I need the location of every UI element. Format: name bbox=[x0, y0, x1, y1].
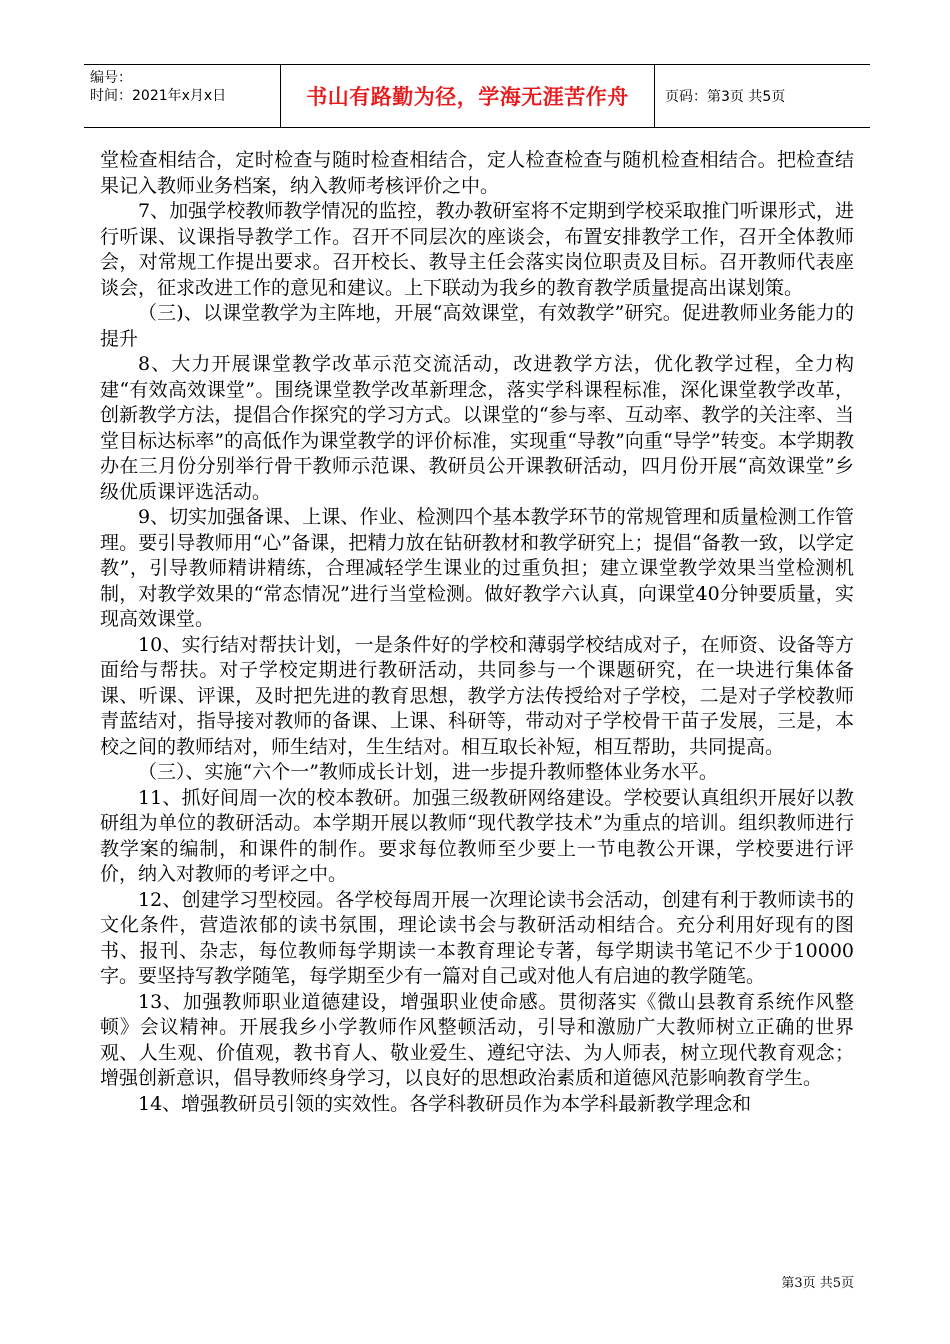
page-header bbox=[84, 64, 870, 128]
header-page-info: 页码：第3页 共5页 bbox=[665, 89, 786, 105]
header-motto: 书山有路勤为径，学海无涯苦作舟 bbox=[281, 65, 655, 127]
section-heading: （三）、实施“六个一”教师成长计划，进一步提升教师整体业务水平。 bbox=[138, 761, 718, 783]
document-body bbox=[100, 148, 854, 1117]
paragraph: 10、实行结对帮扶计划，一是条件好的学校和薄弱学校结成对子，在师资、设备等方面给与帮扶。对子学校定期进行教研活动，共同参与一个课题研究，在一块进行集体备课、听课、评课，及时把先进的教育思想，教学方法传授给对子学校，二是对子学校教师青蓝结对，指导接对教师的备课、上课、科研等，带动对子学校骨干苗子发展，三是，本校之间的教师结对，师生结对，生生结对。相互取长补短，相互帮助，共同提高。 bbox=[100, 633, 854, 758]
paragraph: 14、增强教研员引领的实效性。各学科教研员作为本学科最新教学理念和 bbox=[138, 1092, 752, 1115]
section-heading: （三)、以课堂教学为主阵地，开展“高效课堂，有效教学”研究。促进教师业务能力的提升 bbox=[100, 302, 854, 350]
page-footer: 第3页 共5页 bbox=[781, 1276, 854, 1291]
paragraph: 8、大力开展课堂教学改革示范交流活动，改进教学方法，优化教学过程，全力构建“有效高效课堂”。围绕课堂教学改革新理念，落实学科课程标准，深化课堂教学改革，创新教学方法，提倡合作探究的学习方式。以课堂的“参与率、互动率、教学的关注率、当堂目标达标率”的高低作为课堂教学的评价标准，实现重“导教”向重“导学”转变。本学期教办在三月份分别举行骨干教师示范课、教研员公开课教研活动，四月份开展“高效课堂”乡级优质课评选活动。 bbox=[100, 353, 854, 503]
number-label: 编号： bbox=[90, 70, 132, 86]
paragraph: 7、加强学校教师教学情况的监控，教办教研室将不定期到学校采取推门听课形式，进行听课、议课指导教学工作。召开不同层次的座谈会，布置安排教学工作，召开全体教师会，对常规工作提出要求。召开校长、教导主任会落实岗位职责及目标。召开教师代表座谈会，征求改进工作的意见和建议。上下联动为我乡的教育教学质量提高出谋划策。 bbox=[100, 200, 854, 299]
time-label: 时间：2021年x月x日 bbox=[90, 88, 227, 104]
paragraph: 9、切实加强备课、上课、作业、检测四个基本教学环节的常规管理和质量检测工作管理。要引导教师用“心”备课，把精力放在钻研教材和教学研究上；提倡“备教一致，以学定教”，引导教师精讲精练，合理减轻学生课业的过重负担；建立课堂教学效果当堂检测机制，对教学效果的“常态情况”进行当堂检测。做好教学六认真，向课堂40分钟要质量，实现高效课堂。 bbox=[100, 506, 854, 630]
paragraph: 11、抓好间周一次的校本教研。加强三级教研网络建设。学校要认真组织开展好以教研组为单位的教研活动。本学期开展以教师“现代教学技术”为重点的培训。组织教师进行教学案的编制，和课件的制作。要求每位教师至少要上一节电教公开课，学校要进行评价，纳入对教师的考评之中。 bbox=[100, 786, 854, 885]
paragraph: 13、加强教师职业道德建设，增强职业使命感。贯彻落实《微山县教育系统作风整顿》会议精神。开展我乡小学教师作风整顿活动，引导和激励广大教师树立正确的世界观、人生观、价值观，教书育人、敬业爱生、遵纪守法、为人师表，树立现代教育观念；增强创新意识，倡导教师终身学习，以良好的思想政治素质和道德风范影响教育学生。 bbox=[100, 990, 854, 1089]
paragraph: 堂检查相结合，定时检查与随时检查相结合，定人检查检查与随机检查相结合。把检查结果记入教师业务档案，纳入教师考核评价之中。 bbox=[100, 149, 854, 197]
header-meta bbox=[84, 65, 281, 127]
paragraph: 12、创建学习型校园。各学校每周开展一次理论读书会活动，创建有利于教师读书的文化条件，营造浓郁的读书氛围，理论读书会与教研活动相结合。充分利用好现有的图书、报刊、杂志，每位教师每学期读一本教育理论专著，每学期读书笔记不少于10000字。要坚持写教学随笔，每学期至少有一篇对自己或对他人有启迪的教学随笔。 bbox=[100, 888, 854, 987]
